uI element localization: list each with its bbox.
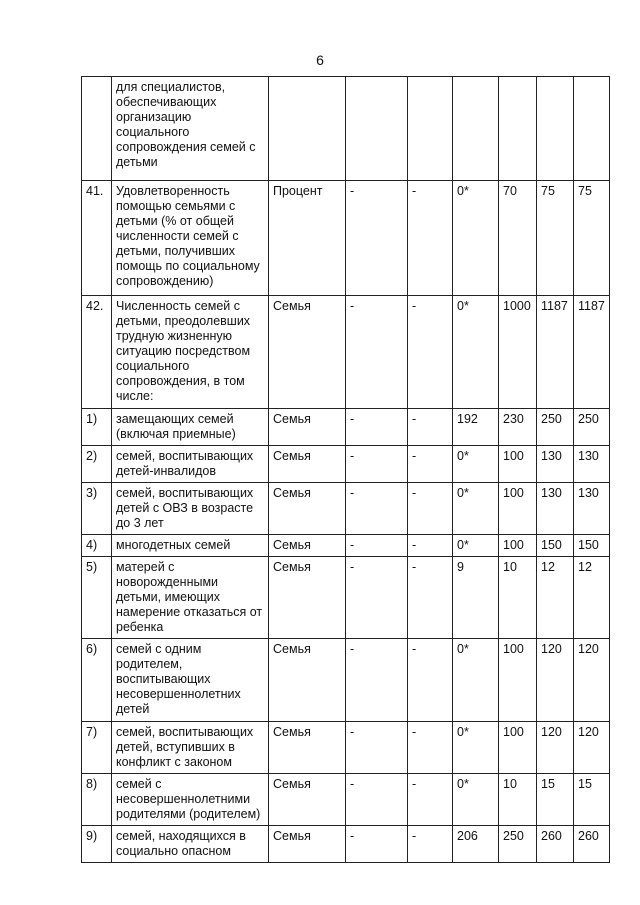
unit-cell: Семья	[269, 826, 346, 863]
value-cell: -	[408, 639, 453, 722]
value-cell: -	[346, 446, 408, 483]
value-cell: 1000	[499, 296, 537, 409]
value-cell: 0*	[453, 446, 499, 483]
value-cell: 120	[537, 722, 574, 774]
value-cell: 260	[537, 826, 574, 863]
indicator-name: семей с одним родителем, воспитывающих несовершеннолетних детей	[112, 639, 269, 722]
value-cell: 150	[537, 535, 574, 557]
value-cell: -	[408, 483, 453, 535]
row-number: 2)	[82, 446, 112, 483]
indicator-name: многодетных семей	[112, 535, 269, 557]
value-cell: -	[346, 483, 408, 535]
value-cell: 15	[537, 774, 574, 826]
value-cell: 130	[574, 483, 610, 535]
value-cell: 150	[574, 535, 610, 557]
table-row	[82, 557, 610, 639]
indicator-name: семей с несовершеннолетними родителями (родителем)	[112, 774, 269, 826]
unit-cell: Семья	[269, 446, 346, 483]
value-cell: -	[346, 535, 408, 557]
value-cell: 9	[453, 557, 499, 639]
value-cell: 120	[574, 722, 610, 774]
indicator-name: матерей с новорожденными детьми, имеющих намерение отказаться от ребенка	[112, 557, 269, 639]
row-number: 42.	[82, 296, 112, 409]
value-cell: 120	[574, 639, 610, 722]
value-cell: 0*	[453, 483, 499, 535]
value-cell: 75	[537, 181, 574, 296]
unit-cell: Семья	[269, 639, 346, 722]
value-cell: -	[346, 181, 408, 296]
row-number: 7)	[82, 722, 112, 774]
value-cell: 260	[574, 826, 610, 863]
value-cell: -	[346, 296, 408, 409]
row-number: 5)	[82, 557, 112, 639]
value-cell: 100	[499, 639, 537, 722]
value-cell: -	[346, 826, 408, 863]
value-cell: 1187	[574, 296, 610, 409]
value-cell: 0*	[453, 296, 499, 409]
value-cell: 10	[499, 557, 537, 639]
value-cell: -	[346, 722, 408, 774]
value-cell: -	[408, 446, 453, 483]
value-cell: 10	[499, 774, 537, 826]
value-cell: 130	[574, 446, 610, 483]
value-cell: -	[346, 639, 408, 722]
unit-cell: Семья	[269, 722, 346, 774]
value-cell: -	[408, 181, 453, 296]
indicator-name: Удовлетворенность помощью семьями с детьми (% от общей численности семей с детьми, получивших помощь по социальному сопровождению)	[112, 181, 269, 296]
row-number: 6)	[82, 639, 112, 722]
row-number: 8)	[82, 774, 112, 826]
indicator-name: семей, воспитывающих детей, вступивших в конфликт с законом	[112, 722, 269, 774]
unit-cell	[269, 77, 346, 181]
table-row	[82, 774, 610, 826]
table-row	[82, 826, 610, 863]
value-cell: 0*	[453, 181, 499, 296]
value-cell: 250	[537, 409, 574, 446]
unit-cell: Семья	[269, 557, 346, 639]
value-cell	[346, 77, 408, 181]
value-cell: 75	[574, 181, 610, 296]
unit-cell: Процент	[269, 181, 346, 296]
indicator-name: семей, воспитывающих детей-инвалидов	[112, 446, 269, 483]
row-number: 41.	[82, 181, 112, 296]
row-number: 4)	[82, 535, 112, 557]
value-cell: 0*	[453, 535, 499, 557]
value-cell	[453, 77, 499, 181]
value-cell: 0*	[453, 774, 499, 826]
value-cell: 250	[574, 409, 610, 446]
unit-cell: Семья	[269, 296, 346, 409]
value-cell: 70	[499, 181, 537, 296]
indicator-name: семей, находящихся в социально опасном	[112, 826, 269, 863]
value-cell	[574, 77, 610, 181]
value-cell: 120	[537, 639, 574, 722]
table-row	[82, 296, 610, 409]
value-cell: -	[408, 535, 453, 557]
indicators-table	[81, 76, 610, 863]
table-row	[82, 181, 610, 296]
value-cell: -	[346, 557, 408, 639]
value-cell: 192	[453, 409, 499, 446]
value-cell: -	[408, 296, 453, 409]
indicator-name: замещающих семей (включая приемные)	[112, 409, 269, 446]
value-cell: 100	[499, 535, 537, 557]
value-cell: -	[408, 722, 453, 774]
unit-cell: Семья	[269, 535, 346, 557]
value-cell: 0*	[453, 639, 499, 722]
value-cell: 100	[499, 722, 537, 774]
table-row	[82, 639, 610, 722]
indicator-name: семей, воспитывающих детей с ОВЗ в возрасте до 3 лет	[112, 483, 269, 535]
table-row	[82, 77, 610, 181]
value-cell: -	[408, 774, 453, 826]
table-row	[82, 409, 610, 446]
value-cell: 250	[499, 826, 537, 863]
row-number: 1)	[82, 409, 112, 446]
value-cell: 100	[499, 483, 537, 535]
value-cell: 100	[499, 446, 537, 483]
value-cell: -	[346, 409, 408, 446]
value-cell: 1187	[537, 296, 574, 409]
value-cell	[537, 77, 574, 181]
value-cell: 15	[574, 774, 610, 826]
row-number: 9)	[82, 826, 112, 863]
value-cell: -	[408, 826, 453, 863]
value-cell: 12	[574, 557, 610, 639]
page-number: 6	[316, 52, 324, 68]
value-cell: 12	[537, 557, 574, 639]
value-cell: -	[408, 409, 453, 446]
value-cell	[408, 77, 453, 181]
table-row	[82, 722, 610, 774]
unit-cell: Семья	[269, 409, 346, 446]
unit-cell: Семья	[269, 774, 346, 826]
value-cell	[499, 77, 537, 181]
value-cell: -	[346, 774, 408, 826]
value-cell: 130	[537, 483, 574, 535]
value-cell: -	[408, 557, 453, 639]
row-number	[82, 77, 112, 181]
unit-cell: Семья	[269, 483, 346, 535]
value-cell: 206	[453, 826, 499, 863]
row-number: 3)	[82, 483, 112, 535]
value-cell: 130	[537, 446, 574, 483]
indicator-name: Численность семей с детьми, преодолевших трудную жизненную ситуацию посредством социального сопровождения, в том числе:	[112, 296, 269, 409]
table-row	[82, 483, 610, 535]
value-cell: 0*	[453, 722, 499, 774]
indicator-name: для специалистов, обеспечивающих организацию социального сопровождения семей с детьми	[112, 77, 269, 181]
table-row	[82, 535, 610, 557]
table-row	[82, 446, 610, 483]
value-cell: 230	[499, 409, 537, 446]
